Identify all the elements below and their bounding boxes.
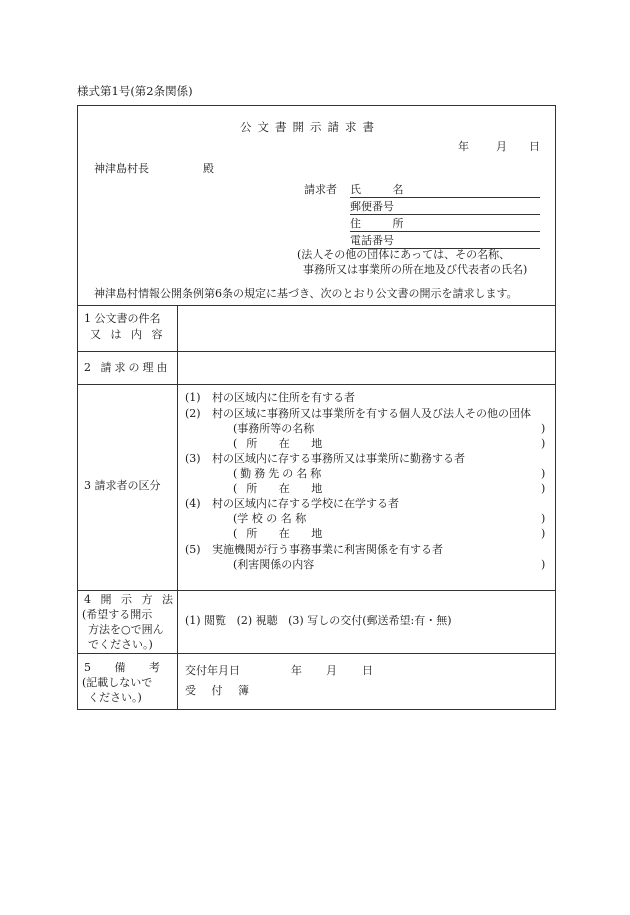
remarks-label-3: ください。): [88, 691, 142, 704]
corp-note-2: 事務所又は事業所の所在地及び代表者の氏名): [303, 263, 528, 276]
postal-field-line[interactable]: [350, 214, 540, 215]
category-subfield: (所 在 地: [233, 437, 332, 450]
category-subfield: (学 校 の 名 称: [233, 512, 307, 525]
address-field-line[interactable]: [350, 231, 540, 232]
address-field-label: 住 所: [350, 217, 418, 230]
method-label-2: (希望する開示: [82, 608, 153, 621]
divider: [78, 590, 555, 591]
category-subfield: (利害関係の内容: [233, 558, 315, 571]
doc-title-label-1: 1 公文書の件名: [84, 312, 161, 325]
category-num: (5): [185, 543, 201, 556]
category-option[interactable]: 村の区域内に存する事務所又は事業所に勤務する者: [212, 452, 465, 465]
receipt-date-label: 交付年月日: [185, 664, 240, 677]
ledger-label: 受 付 簿: [185, 684, 255, 697]
requester-label: 請求者: [304, 183, 337, 196]
divider: [78, 653, 555, 654]
request-statement: 神津島村情報公開条例第6条の規定に基づき、次のとおり公文書の開示を請求します。: [94, 287, 518, 300]
category-subfield: (所 在 地: [233, 482, 332, 495]
category-option[interactable]: 村の区域に事務所又は事業所を有する個人及び法人その他の団体: [212, 407, 531, 420]
category-num: (4): [185, 497, 201, 510]
method-label-4: でください。): [88, 638, 153, 651]
receipt-month: 月: [326, 664, 337, 677]
date-year: 年: [458, 140, 469, 153]
form-title: 公文書開示請求書: [240, 120, 380, 134]
date-day: 日: [529, 140, 540, 153]
receipt-year: 年: [291, 664, 302, 677]
category-option[interactable]: 村の区域内に住所を有する者: [212, 391, 355, 404]
reason-input[interactable]: [178, 352, 555, 384]
method-label-3: 方法を○で囲ん: [88, 623, 164, 636]
close-paren: ): [541, 482, 546, 495]
remarks-label-2: (記載しないで: [82, 676, 153, 689]
category-subfield: (勤務先の名称: [233, 467, 325, 480]
category-option[interactable]: 村の区域内に存する学校に在学する者: [212, 497, 399, 510]
category-subfield: (所 在 地: [233, 527, 332, 540]
close-paren: ): [541, 422, 546, 435]
addressee: 神津島村長: [94, 162, 149, 175]
phone-field-label: 電話番号: [350, 234, 394, 247]
doc-title-label-2: 又 は 内 容: [90, 328, 166, 341]
name-field-line[interactable]: [350, 197, 540, 198]
close-paren: ): [541, 512, 546, 525]
date-month: 月: [496, 140, 507, 153]
close-paren: ): [541, 467, 546, 480]
divider: [78, 384, 555, 385]
category-option[interactable]: 実施機関が行う事務事業に利害関係を有する者: [212, 543, 443, 556]
doc-title-input[interactable]: [178, 306, 555, 351]
close-paren: ): [541, 437, 546, 450]
close-paren: ): [541, 527, 546, 540]
request-form: [77, 105, 556, 710]
category-num: (1): [185, 391, 201, 404]
category-num: (3): [185, 452, 201, 465]
category-subfield: (事務所等の名称: [233, 422, 315, 435]
corp-note-1: (法人その他の団体にあっては、その名称、: [297, 248, 511, 261]
name-field-label: 氏 名: [350, 183, 418, 196]
postal-field-label: 郵便番号: [350, 200, 394, 213]
receipt-day: 日: [362, 664, 373, 677]
remarks-label-1: 5 備 考: [84, 661, 170, 674]
category-label: 3 請求者の区分: [84, 479, 161, 492]
reason-label: 2 請求の理由: [84, 361, 171, 374]
honorific: 殿: [203, 162, 214, 175]
method-options[interactable]: (1) 閲覧 (2) 視聴 (3) 写しの交付(郵送希望:有・無): [185, 614, 452, 627]
form-label: 様式第1号(第2条関係): [77, 84, 193, 98]
category-num: (2): [185, 407, 201, 420]
close-paren: ): [541, 558, 546, 571]
method-label-1: 4 開 示 方 法: [84, 593, 176, 606]
